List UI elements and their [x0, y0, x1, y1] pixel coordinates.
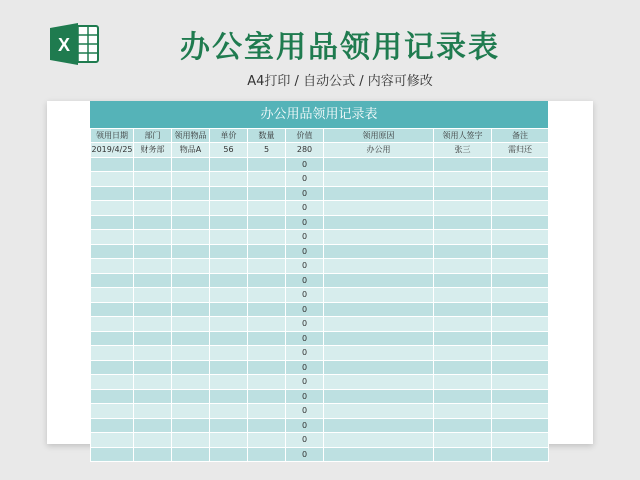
table-cell[interactable]: [248, 288, 286, 303]
table-cell[interactable]: [210, 157, 248, 172]
table-cell[interactable]: [210, 259, 248, 274]
table-cell[interactable]: [492, 215, 549, 230]
table-cell[interactable]: 0: [286, 201, 324, 216]
table-cell[interactable]: [248, 317, 286, 332]
table-cell[interactable]: [172, 375, 210, 390]
table-row: [91, 201, 549, 216]
column-header: 领用人签字: [434, 129, 492, 143]
table-row: [91, 331, 549, 346]
table-cell[interactable]: [492, 157, 549, 172]
table-cell[interactable]: [172, 302, 210, 317]
table-cell[interactable]: [91, 418, 134, 433]
table-cell[interactable]: [91, 404, 134, 419]
table-cell[interactable]: [210, 404, 248, 419]
table-cell[interactable]: [492, 389, 549, 404]
table-cell[interactable]: [492, 375, 549, 390]
table-cell[interactable]: [434, 273, 492, 288]
table-cell[interactable]: [134, 375, 172, 390]
record-table-container: [90, 101, 548, 459]
table-cell[interactable]: [434, 360, 492, 375]
table-cell[interactable]: [434, 346, 492, 361]
table-cell[interactable]: [492, 186, 549, 201]
table-cell[interactable]: [492, 288, 549, 303]
table-cell[interactable]: [492, 302, 549, 317]
table-cell[interactable]: [134, 201, 172, 216]
table-cell[interactable]: [248, 273, 286, 288]
table-cell[interactable]: [172, 259, 210, 274]
table-cell[interactable]: [91, 259, 134, 274]
table-cell[interactable]: [134, 172, 172, 187]
table-cell[interactable]: 0: [286, 186, 324, 201]
table-cell[interactable]: [172, 186, 210, 201]
table-cell[interactable]: [434, 447, 492, 462]
table-cell[interactable]: [434, 259, 492, 274]
table-cell[interactable]: [248, 418, 286, 433]
table-cell[interactable]: [210, 317, 248, 332]
table-cell[interactable]: [91, 331, 134, 346]
table-row: [91, 346, 549, 361]
table-cell[interactable]: [492, 172, 549, 187]
table-cell[interactable]: 0: [286, 288, 324, 303]
table-cell[interactable]: [434, 172, 492, 187]
table-cell[interactable]: [434, 244, 492, 259]
table-cell[interactable]: [492, 317, 549, 332]
table-cell[interactable]: [434, 433, 492, 448]
table-cell[interactable]: [324, 244, 434, 259]
table-cell[interactable]: [91, 317, 134, 332]
table-cell[interactable]: [248, 172, 286, 187]
table-cell[interactable]: [324, 346, 434, 361]
table-cell[interactable]: [434, 230, 492, 245]
table-row: [91, 172, 549, 187]
table-cell[interactable]: 0: [286, 172, 324, 187]
table-cell[interactable]: 0: [286, 157, 324, 172]
table-cell[interactable]: [434, 375, 492, 390]
table-cell[interactable]: 2019/4/25: [91, 143, 134, 158]
table-row: [91, 186, 549, 201]
table-row: [91, 244, 549, 259]
table-cell[interactable]: [172, 404, 210, 419]
table-cell[interactable]: [172, 172, 210, 187]
column-header: 价值: [286, 129, 324, 143]
table-cell[interactable]: [91, 389, 134, 404]
table-cell[interactable]: [210, 375, 248, 390]
table-row: [91, 375, 549, 390]
table-cell[interactable]: [210, 433, 248, 448]
table-row: [91, 273, 549, 288]
table-cell[interactable]: [434, 331, 492, 346]
table-cell[interactable]: [210, 360, 248, 375]
page-header: [0, 0, 640, 96]
table-cell[interactable]: 0: [286, 360, 324, 375]
table-cell[interactable]: [492, 201, 549, 216]
table-cell[interactable]: [324, 375, 434, 390]
table-cell[interactable]: [248, 346, 286, 361]
table-cell[interactable]: [324, 317, 434, 332]
table-row: [91, 259, 549, 274]
table-cell[interactable]: [134, 259, 172, 274]
table-cell[interactable]: [210, 288, 248, 303]
table-row: [91, 230, 549, 245]
column-header: 领用日期: [91, 129, 134, 143]
table-cell[interactable]: [210, 418, 248, 433]
table-cell[interactable]: 0: [286, 244, 324, 259]
column-header: 领用物品: [172, 129, 210, 143]
table-cell[interactable]: [210, 215, 248, 230]
table-row: [91, 389, 549, 404]
table-row: [91, 404, 549, 419]
column-header: 部门: [134, 129, 172, 143]
table-cell[interactable]: [172, 201, 210, 216]
table-cell[interactable]: [492, 433, 549, 448]
table-cell[interactable]: [172, 418, 210, 433]
table-cell[interactable]: [434, 418, 492, 433]
table-cell[interactable]: [172, 389, 210, 404]
table-cell[interactable]: 物品A: [172, 143, 210, 158]
table-cell[interactable]: [248, 244, 286, 259]
table-cell[interactable]: [492, 331, 549, 346]
table-cell[interactable]: 0: [286, 302, 324, 317]
table-cell[interactable]: [248, 375, 286, 390]
table-cell[interactable]: [134, 230, 172, 245]
table-cell[interactable]: 0: [286, 259, 324, 274]
table-cell[interactable]: [134, 331, 172, 346]
table-title: 办公用品领用记录表: [90, 101, 548, 128]
table-cell[interactable]: [134, 418, 172, 433]
table-cell[interactable]: [492, 418, 549, 433]
table-row: [91, 302, 549, 317]
table-cell[interactable]: 财务部: [134, 143, 172, 158]
table-cell[interactable]: [248, 447, 286, 462]
column-header: 数量: [248, 129, 286, 143]
table-cell[interactable]: 0: [286, 215, 324, 230]
table-cell[interactable]: 0: [286, 404, 324, 419]
table-cell[interactable]: [134, 302, 172, 317]
column-header: 领用原因: [324, 129, 434, 143]
table-cell[interactable]: [134, 447, 172, 462]
table-cell[interactable]: [172, 230, 210, 245]
table-row: [91, 157, 549, 172]
table-cell[interactable]: [324, 186, 434, 201]
table-cell[interactable]: [492, 273, 549, 288]
table-cell[interactable]: 0: [286, 273, 324, 288]
table-cell[interactable]: [172, 331, 210, 346]
table-cell[interactable]: 0: [286, 230, 324, 245]
table-cell[interactable]: [134, 244, 172, 259]
table-cell[interactable]: [172, 360, 210, 375]
table-cell[interactable]: 0: [286, 447, 324, 462]
table-cell[interactable]: [248, 433, 286, 448]
column-header: 单价: [210, 129, 248, 143]
table-row: [91, 288, 549, 303]
table-cell[interactable]: [210, 346, 248, 361]
table-cell[interactable]: [324, 360, 434, 375]
table-cell[interactable]: [210, 389, 248, 404]
table-cell[interactable]: [134, 346, 172, 361]
table-cell[interactable]: [134, 288, 172, 303]
table-cell[interactable]: [492, 346, 549, 361]
table-cell[interactable]: [91, 230, 134, 245]
table-cell[interactable]: 5: [248, 143, 286, 158]
table-cell[interactable]: 56: [210, 143, 248, 158]
table-cell[interactable]: [134, 157, 172, 172]
table-cell[interactable]: [91, 201, 134, 216]
table-row: [91, 143, 549, 158]
table-cell[interactable]: [134, 433, 172, 448]
table-cell[interactable]: [492, 259, 549, 274]
table-cell[interactable]: [172, 244, 210, 259]
table-cell[interactable]: 0: [286, 331, 324, 346]
table-cell[interactable]: [91, 172, 134, 187]
table-cell[interactable]: [248, 389, 286, 404]
table-cell[interactable]: [324, 230, 434, 245]
table-header-row: [91, 129, 549, 143]
table-row: [91, 418, 549, 433]
table-cell[interactable]: [324, 288, 434, 303]
table-cell[interactable]: 需归还: [492, 143, 549, 158]
table-cell[interactable]: [434, 317, 492, 332]
table-cell[interactable]: [91, 346, 134, 361]
table-cell[interactable]: [324, 404, 434, 419]
table-cell[interactable]: [91, 273, 134, 288]
table-cell[interactable]: [248, 186, 286, 201]
table-cell[interactable]: [248, 157, 286, 172]
table-row: [91, 433, 549, 448]
table-cell[interactable]: [434, 404, 492, 419]
table-cell[interactable]: [324, 447, 434, 462]
table-cell[interactable]: [434, 288, 492, 303]
table-cell[interactable]: [324, 302, 434, 317]
table-cell[interactable]: [434, 215, 492, 230]
spreadsheet-preview: [47, 101, 593, 459]
table-cell[interactable]: [492, 360, 549, 375]
table-cell[interactable]: [434, 201, 492, 216]
table-cell[interactable]: [91, 302, 134, 317]
table-cell[interactable]: [210, 186, 248, 201]
table-cell[interactable]: [91, 360, 134, 375]
table-cell[interactable]: [134, 273, 172, 288]
table-cell[interactable]: [324, 418, 434, 433]
table-cell[interactable]: [324, 273, 434, 288]
table-cell[interactable]: [492, 447, 549, 462]
table-cell[interactable]: 张三: [434, 143, 492, 158]
table-row: [91, 360, 549, 375]
table-cell[interactable]: [248, 215, 286, 230]
table-cell[interactable]: [172, 273, 210, 288]
table-cell[interactable]: [91, 288, 134, 303]
table-cell[interactable]: [434, 302, 492, 317]
table-cell[interactable]: [492, 230, 549, 245]
table-cell[interactable]: [324, 157, 434, 172]
table-cell[interactable]: [248, 360, 286, 375]
table-cell[interactable]: [324, 215, 434, 230]
table-cell[interactable]: [324, 259, 434, 274]
table-cell[interactable]: [210, 447, 248, 462]
table-cell[interactable]: [91, 186, 134, 201]
table-cell[interactable]: [91, 244, 134, 259]
table-cell[interactable]: [172, 288, 210, 303]
table-cell[interactable]: [91, 157, 134, 172]
table-cell[interactable]: [172, 215, 210, 230]
table-cell[interactable]: [172, 157, 210, 172]
table-cell[interactable]: [434, 186, 492, 201]
table-cell[interactable]: 280: [286, 143, 324, 158]
table-cell[interactable]: 0: [286, 389, 324, 404]
page-subtitle: A4打印 / 自动公式 / 内容可修改: [247, 74, 433, 89]
table-cell[interactable]: [492, 404, 549, 419]
excel-logo-icon: [48, 20, 100, 68]
table-cell[interactable]: [210, 273, 248, 288]
table-cell[interactable]: [324, 433, 434, 448]
table-cell[interactable]: [492, 244, 549, 259]
table-cell[interactable]: 0: [286, 418, 324, 433]
table-cell[interactable]: [91, 447, 134, 462]
table-cell[interactable]: [91, 375, 134, 390]
table-cell[interactable]: [210, 244, 248, 259]
table-cell[interactable]: [134, 404, 172, 419]
table-cell[interactable]: [248, 230, 286, 245]
table-cell[interactable]: [134, 186, 172, 201]
table-cell[interactable]: [210, 230, 248, 245]
table-cell[interactable]: [434, 389, 492, 404]
column-header: 备注: [492, 129, 549, 143]
table-cell[interactable]: [324, 389, 434, 404]
table-row: [91, 317, 549, 332]
logo-letter: X: [57, 35, 71, 55]
table-cell[interactable]: [248, 331, 286, 346]
table-cell[interactable]: [210, 331, 248, 346]
table-row: [91, 215, 549, 230]
table-row: [91, 447, 549, 462]
table-cell[interactable]: [91, 433, 134, 448]
table-cell[interactable]: [324, 201, 434, 216]
table-cell[interactable]: [172, 433, 210, 448]
table-cell[interactable]: 0: [286, 317, 324, 332]
table-cell[interactable]: [134, 389, 172, 404]
table-cell[interactable]: 办公用: [324, 143, 434, 158]
table-cell[interactable]: 0: [286, 346, 324, 361]
table-cell[interactable]: [172, 447, 210, 462]
record-table: [90, 128, 549, 462]
table-cell[interactable]: 0: [286, 375, 324, 390]
table-cell[interactable]: [172, 317, 210, 332]
table-cell[interactable]: [91, 215, 134, 230]
table-cell[interactable]: [134, 317, 172, 332]
page-title: 办公室用品领用记录表: [180, 30, 500, 65]
table-cell[interactable]: [210, 302, 248, 317]
table-cell[interactable]: [434, 157, 492, 172]
table-cell[interactable]: [210, 172, 248, 187]
table-cell[interactable]: 0: [286, 433, 324, 448]
table-cell[interactable]: [134, 360, 172, 375]
table-cell[interactable]: [248, 404, 286, 419]
table-cell[interactable]: [324, 331, 434, 346]
table-cell[interactable]: [248, 302, 286, 317]
table-cell[interactable]: [210, 201, 248, 216]
table-cell[interactable]: [324, 172, 434, 187]
table-cell[interactable]: [134, 215, 172, 230]
table-cell[interactable]: [248, 259, 286, 274]
table-cell[interactable]: [248, 201, 286, 216]
table-cell[interactable]: [172, 346, 210, 361]
